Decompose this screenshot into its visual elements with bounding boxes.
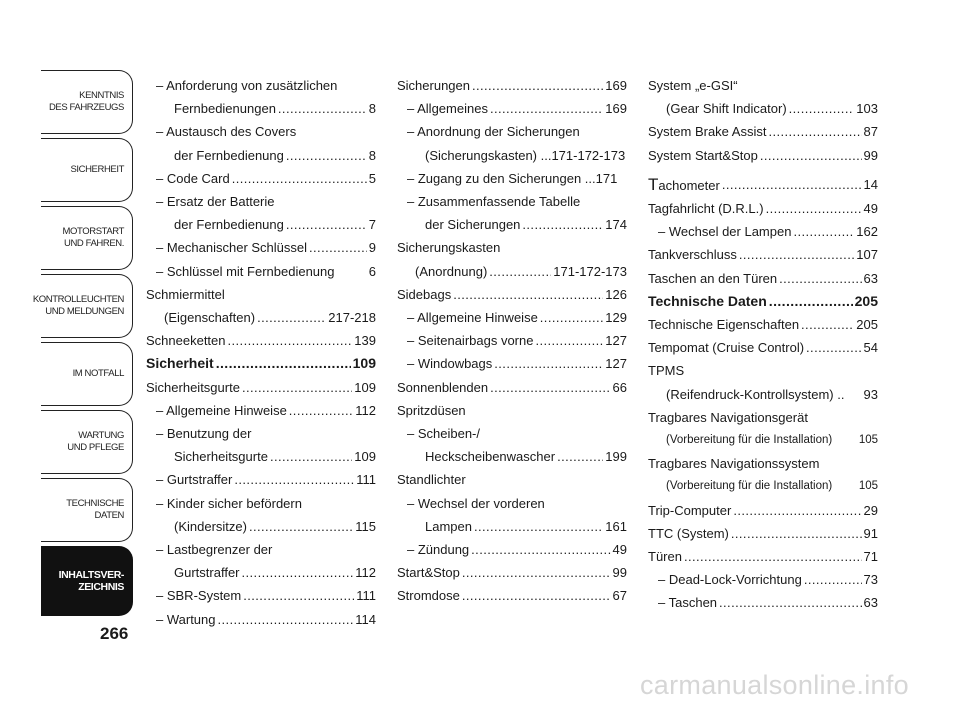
chapter-tab-7[interactable]: TECHNISCHE DATEN bbox=[41, 478, 133, 542]
leader-dots bbox=[270, 445, 352, 468]
leader-dots bbox=[462, 561, 611, 584]
index-entry bbox=[648, 267, 878, 290]
entry-page: 105 bbox=[858, 480, 878, 493]
entry-label: – Wechsel der Lampen bbox=[658, 224, 792, 240]
index-entry bbox=[648, 173, 878, 197]
index-entry bbox=[648, 406, 878, 429]
leader-dots bbox=[768, 120, 861, 143]
leader-dots bbox=[804, 568, 862, 591]
leader-dots bbox=[760, 144, 862, 167]
entry-page: 162 bbox=[856, 224, 878, 240]
entry-label: – Anordnung der Sicherungen bbox=[407, 124, 580, 140]
index-entry bbox=[648, 290, 878, 313]
entry-page: 109 bbox=[354, 379, 376, 395]
entry-label: Taschen an den Türen bbox=[648, 270, 778, 286]
entry-label: – Anforderung von zusätzlichen bbox=[156, 78, 338, 93]
index-entry bbox=[146, 538, 376, 561]
index-entry bbox=[146, 399, 376, 422]
leader-dots bbox=[218, 608, 354, 631]
entry-label: (Sicherungskasten) ...171-172-173 bbox=[425, 147, 626, 163]
entry-label: – Windowbags bbox=[407, 356, 493, 372]
index-entry bbox=[146, 167, 376, 190]
leader-dots bbox=[228, 329, 353, 352]
index-entry bbox=[397, 399, 627, 422]
entry-label: Sonnenblenden bbox=[397, 379, 489, 395]
entry-label: Tankverschluss bbox=[648, 247, 737, 263]
leader-dots bbox=[540, 306, 604, 329]
index-entry bbox=[397, 515, 627, 538]
leader-dots bbox=[722, 173, 862, 197]
entry-label: Technische Eigenschaften bbox=[648, 317, 800, 333]
entry-label: Fernbedienungen bbox=[174, 101, 276, 117]
leader-dots bbox=[522, 213, 603, 236]
index-entry bbox=[397, 584, 627, 607]
index-entry bbox=[648, 97, 878, 120]
entry-page: 29 bbox=[863, 502, 878, 518]
entry-label: (Vorbereitung für die Installation) bbox=[666, 434, 833, 447]
entry-page: 171-172-173 bbox=[553, 263, 627, 279]
index-column-3 bbox=[648, 74, 878, 615]
entry-label: (Eigenschaften) bbox=[164, 310, 256, 326]
entry-label: (Anordnung) bbox=[415, 263, 488, 279]
entry-page: 199 bbox=[605, 449, 627, 465]
entry-page: 87 bbox=[863, 124, 878, 140]
leader-dots bbox=[806, 336, 861, 359]
index-entry bbox=[648, 144, 878, 167]
index-entry bbox=[146, 422, 376, 445]
leader-dots bbox=[309, 236, 367, 259]
index-entry bbox=[146, 468, 376, 491]
entry-page: 66 bbox=[612, 379, 627, 395]
entry-page: 103 bbox=[856, 101, 878, 117]
leader-dots bbox=[216, 352, 351, 375]
entry-label: – Taschen bbox=[658, 595, 718, 611]
entry-label: Schneeketten bbox=[146, 333, 226, 349]
leader-dots bbox=[789, 97, 855, 120]
index-entry bbox=[648, 197, 878, 220]
index-entry bbox=[397, 74, 627, 97]
index-entry bbox=[397, 376, 627, 399]
entry-label: Sicherheit bbox=[146, 355, 214, 372]
entry-label: – Dead-Lock-Vorrichtung bbox=[658, 572, 802, 588]
entry-label: – Zündung bbox=[407, 542, 470, 558]
leader-dots bbox=[242, 376, 352, 399]
page-number: 266 bbox=[100, 624, 129, 643]
entry-label: System Start&Stop bbox=[648, 147, 758, 163]
chapter-tab-4[interactable]: KONTROLLEUCHTEN UND MELDUNGEN bbox=[41, 274, 133, 338]
entry-page: 205 bbox=[856, 317, 878, 333]
index-entry bbox=[397, 538, 627, 561]
entry-page: 126 bbox=[605, 286, 627, 302]
entry-page: 5 bbox=[368, 170, 376, 186]
index-entry bbox=[146, 97, 376, 120]
entry-label: Lampen bbox=[425, 518, 472, 534]
entry-page: 99 bbox=[612, 565, 627, 581]
entry-label: Sicherungskasten bbox=[397, 240, 501, 256]
leader-dots bbox=[462, 584, 611, 607]
index-entry bbox=[397, 561, 627, 584]
index-entry bbox=[397, 144, 627, 167]
entry-label: – Allgemeine Hinweise bbox=[407, 310, 538, 326]
entry-label: Sicherungen bbox=[397, 78, 470, 93]
letter-initial: T bbox=[648, 174, 659, 194]
entry-page: 169 bbox=[605, 101, 627, 117]
entry-label: Standlichter bbox=[397, 472, 466, 488]
entry-page: 6 bbox=[368, 263, 376, 279]
index-entry bbox=[648, 522, 878, 545]
entry-page: 7 bbox=[368, 217, 376, 233]
entry-label: (Gear Shift Indicator) bbox=[666, 101, 787, 117]
entry-label: – Mechanischer Schlüssel bbox=[156, 240, 308, 256]
entry-label: – Wartung bbox=[156, 611, 216, 627]
entry-label: der Fernbedienung bbox=[174, 217, 284, 233]
entry-page: 54 bbox=[863, 340, 878, 356]
index-entry bbox=[146, 74, 376, 97]
chapter-tab-3[interactable]: MOTORSTART UND FAHREN. bbox=[41, 206, 133, 270]
leader-dots bbox=[232, 167, 367, 190]
entry-page: 205 bbox=[854, 292, 878, 309]
entry-label: Spritzdüsen bbox=[397, 402, 466, 418]
entry-label: Technische Daten bbox=[648, 292, 767, 309]
entry-label: – Kinder sicher befördern bbox=[156, 495, 302, 511]
entry-label: – Wechsel der vorderen bbox=[407, 495, 545, 511]
leader-dots bbox=[801, 313, 854, 336]
index-entry bbox=[146, 376, 376, 399]
index-entry bbox=[146, 492, 376, 515]
entry-label: Schmiermittel bbox=[146, 286, 225, 302]
entry-label: der Sicherungen bbox=[425, 217, 521, 233]
entry-label: – Gurtstraffer bbox=[156, 472, 233, 488]
index-entry bbox=[397, 329, 627, 352]
entry-page: 109 bbox=[354, 449, 376, 465]
index-entry bbox=[648, 568, 878, 591]
leader-dots bbox=[769, 290, 853, 313]
leader-dots bbox=[684, 545, 862, 568]
index-entry bbox=[648, 499, 878, 522]
entry-label: – Zusammenfassende Tabelle bbox=[407, 194, 581, 210]
leader-dots bbox=[249, 515, 353, 538]
index-entry bbox=[397, 190, 627, 213]
leader-dots bbox=[733, 499, 861, 522]
leader-dots bbox=[453, 283, 603, 306]
leader-dots bbox=[257, 306, 326, 329]
index-entry bbox=[397, 236, 627, 259]
index-entry bbox=[146, 445, 376, 468]
chapter-tab-6[interactable]: WARTUNG UND PFLEGE bbox=[41, 410, 133, 474]
entry-label: (Kindersitze) bbox=[174, 518, 247, 534]
entry-label: Heckscheibenwascher bbox=[425, 449, 556, 465]
index-entry bbox=[397, 167, 627, 190]
leader-dots bbox=[766, 197, 862, 220]
entry-label: Trip-Computer bbox=[648, 502, 732, 518]
entry-page: 73 bbox=[863, 572, 878, 588]
index-entry bbox=[146, 236, 376, 259]
watermark: carmanualsonline.info bbox=[640, 670, 909, 700]
index-entry bbox=[146, 584, 376, 607]
entry-page: 107 bbox=[856, 247, 878, 263]
entry-page: 63 bbox=[863, 595, 878, 611]
entry-page: 112 bbox=[355, 402, 376, 418]
index-entry bbox=[397, 352, 627, 375]
entry-page: 49 bbox=[612, 542, 627, 558]
entry-label: – Scheiben-/ bbox=[407, 426, 480, 442]
entry-page: 115 bbox=[355, 518, 376, 534]
entry-label: – Benutzung der bbox=[156, 426, 252, 442]
entry-label: – Allgemeines bbox=[407, 101, 488, 117]
index-entry bbox=[648, 243, 878, 266]
entry-label: – Code Card bbox=[156, 170, 230, 186]
index-entry bbox=[397, 120, 627, 143]
entry-label: – Ersatz der Batterie bbox=[156, 194, 275, 210]
index-entry bbox=[648, 475, 878, 498]
entry-page: 9 bbox=[368, 240, 376, 256]
leader-dots bbox=[278, 97, 367, 120]
entry-label: Gurtstraffer bbox=[174, 565, 240, 581]
entry-page: 127 bbox=[605, 333, 627, 349]
entry-label: Start&Stop bbox=[397, 565, 460, 581]
index-entry bbox=[648, 545, 878, 568]
index-entry bbox=[146, 120, 376, 143]
leader-dots bbox=[535, 329, 603, 352]
entry-label: – Seitenairbags vorne bbox=[407, 333, 534, 349]
leader-dots bbox=[793, 220, 854, 243]
index-entry bbox=[648, 591, 878, 614]
index-entry bbox=[648, 383, 878, 406]
leader-dots bbox=[719, 591, 862, 614]
entry-page: 99 bbox=[863, 147, 878, 163]
index-entry bbox=[397, 260, 627, 283]
entry-label: – Austausch des Covers bbox=[156, 124, 297, 140]
index-column-1 bbox=[146, 74, 376, 631]
leader-dots bbox=[490, 376, 610, 399]
chapter-tab-2[interactable]: SICHERHEIT bbox=[41, 138, 133, 202]
entry-page: 49 bbox=[863, 201, 878, 217]
entry-label: – Allgemeine Hinweise bbox=[156, 402, 287, 418]
index-entry bbox=[648, 220, 878, 243]
leader-dots bbox=[472, 74, 603, 97]
index-entry bbox=[397, 468, 627, 491]
entry-page: 161 bbox=[605, 518, 627, 534]
index-entry bbox=[146, 306, 376, 329]
index-entry bbox=[146, 515, 376, 538]
leader-dots bbox=[242, 561, 354, 584]
entry-page: 169 bbox=[605, 78, 627, 93]
entry-page: 71 bbox=[863, 549, 878, 565]
entry-label: System „e-GSI“ bbox=[648, 78, 738, 93]
index-entry bbox=[397, 97, 627, 120]
leader-dots bbox=[557, 445, 603, 468]
entry-page: 8 bbox=[368, 101, 376, 117]
index-entry bbox=[648, 359, 878, 382]
entry-label: (Vorbereitung für die Installation) bbox=[666, 480, 833, 493]
entry-label: Türen bbox=[648, 549, 682, 565]
leader-dots bbox=[490, 97, 603, 120]
entry-page: 112 bbox=[355, 565, 376, 581]
index-entry bbox=[648, 452, 878, 475]
entry-label: TTC (System) bbox=[648, 525, 729, 541]
entry-page: 217-218 bbox=[328, 310, 376, 326]
entry-label: Tragbares Navigationsgerät bbox=[648, 409, 808, 425]
index-entry bbox=[146, 190, 376, 213]
entry-page: 174 bbox=[605, 217, 627, 233]
entry-page: 67 bbox=[612, 588, 627, 604]
leader-dots bbox=[779, 267, 861, 290]
index-entry bbox=[146, 283, 376, 306]
index-column-2 bbox=[397, 74, 627, 608]
chapter-tab-1[interactable]: KENNTNIS DES FAHRZEUGS bbox=[41, 70, 133, 134]
chapter-tab-5[interactable]: IM NOTFALL bbox=[41, 342, 133, 406]
index-entry bbox=[397, 213, 627, 236]
entry-page: 63 bbox=[863, 270, 878, 286]
entry-label: Sicherheitsgurte bbox=[146, 379, 240, 395]
entry-label: Sicherheitsgurte bbox=[174, 449, 268, 465]
entry-page: 127 bbox=[605, 356, 627, 372]
entry-page: 91 bbox=[863, 525, 878, 541]
entry-label: Sidebags bbox=[397, 286, 452, 302]
entry-page: 14 bbox=[863, 176, 878, 192]
index-entry bbox=[146, 329, 376, 352]
entry-label: Tragbares Navigationssystem bbox=[648, 456, 820, 472]
entry-page: 139 bbox=[354, 333, 376, 349]
index-entry bbox=[146, 352, 376, 375]
index-entry bbox=[146, 561, 376, 584]
index-entry bbox=[146, 608, 376, 631]
entry-label: Tagfahrlicht (D.R.L.) bbox=[648, 201, 764, 217]
entry-label: (Reifendruck-Kontrollsystem) .. bbox=[666, 386, 845, 402]
entry-label: Tachometer bbox=[648, 174, 720, 194]
entry-label: Stromdose bbox=[397, 588, 460, 604]
entry-label: System Brake Assist bbox=[648, 124, 767, 140]
leader-dots bbox=[289, 399, 353, 422]
leader-dots bbox=[494, 352, 603, 375]
index-entry bbox=[397, 492, 627, 515]
entry-page: 93 bbox=[863, 386, 878, 402]
entry-page: 8 bbox=[368, 147, 376, 163]
entry-page: 114 bbox=[355, 611, 376, 627]
leader-dots bbox=[739, 243, 854, 266]
entry-label: – SBR-System bbox=[156, 588, 242, 604]
entry-label: – Schlüssel mit Fernbedienung bbox=[156, 263, 335, 279]
entry-label: – Zugang zu den Sicherungen ...171 bbox=[407, 170, 618, 186]
index-entry bbox=[648, 313, 878, 336]
index-entry bbox=[397, 306, 627, 329]
entry-page: 111 bbox=[356, 472, 376, 488]
index-entry bbox=[648, 120, 878, 143]
leader-dots bbox=[286, 213, 367, 236]
index-entry bbox=[397, 422, 627, 445]
leader-dots bbox=[474, 515, 603, 538]
entry-label: Tempomat (Cruise Control) bbox=[648, 340, 805, 356]
entry-page: 109 bbox=[352, 355, 376, 372]
index-entry bbox=[397, 445, 627, 468]
entry-page: 111 bbox=[356, 588, 376, 604]
index-entry bbox=[648, 336, 878, 359]
index-entry bbox=[146, 260, 376, 283]
index-entry bbox=[146, 213, 376, 236]
leader-dots bbox=[243, 584, 354, 607]
leader-dots bbox=[471, 538, 610, 561]
entry-label: – Lastbegrenzer der bbox=[156, 542, 273, 558]
entry-page: 105 bbox=[858, 434, 878, 447]
index-entry bbox=[146, 144, 376, 167]
leader-dots bbox=[286, 144, 367, 167]
leader-dots bbox=[489, 260, 551, 283]
index-entry bbox=[397, 283, 627, 306]
entry-page: 129 bbox=[605, 310, 627, 326]
entry-label: der Fernbedienung bbox=[174, 147, 284, 163]
entry-label: TPMS bbox=[648, 363, 685, 379]
chapter-tab-8[interactable]: INHALTSVER- ZEICHNIS bbox=[41, 546, 133, 616]
leader-dots bbox=[731, 522, 862, 545]
index-entry bbox=[648, 429, 878, 452]
leader-dots bbox=[234, 468, 354, 491]
index-entry bbox=[648, 74, 878, 97]
